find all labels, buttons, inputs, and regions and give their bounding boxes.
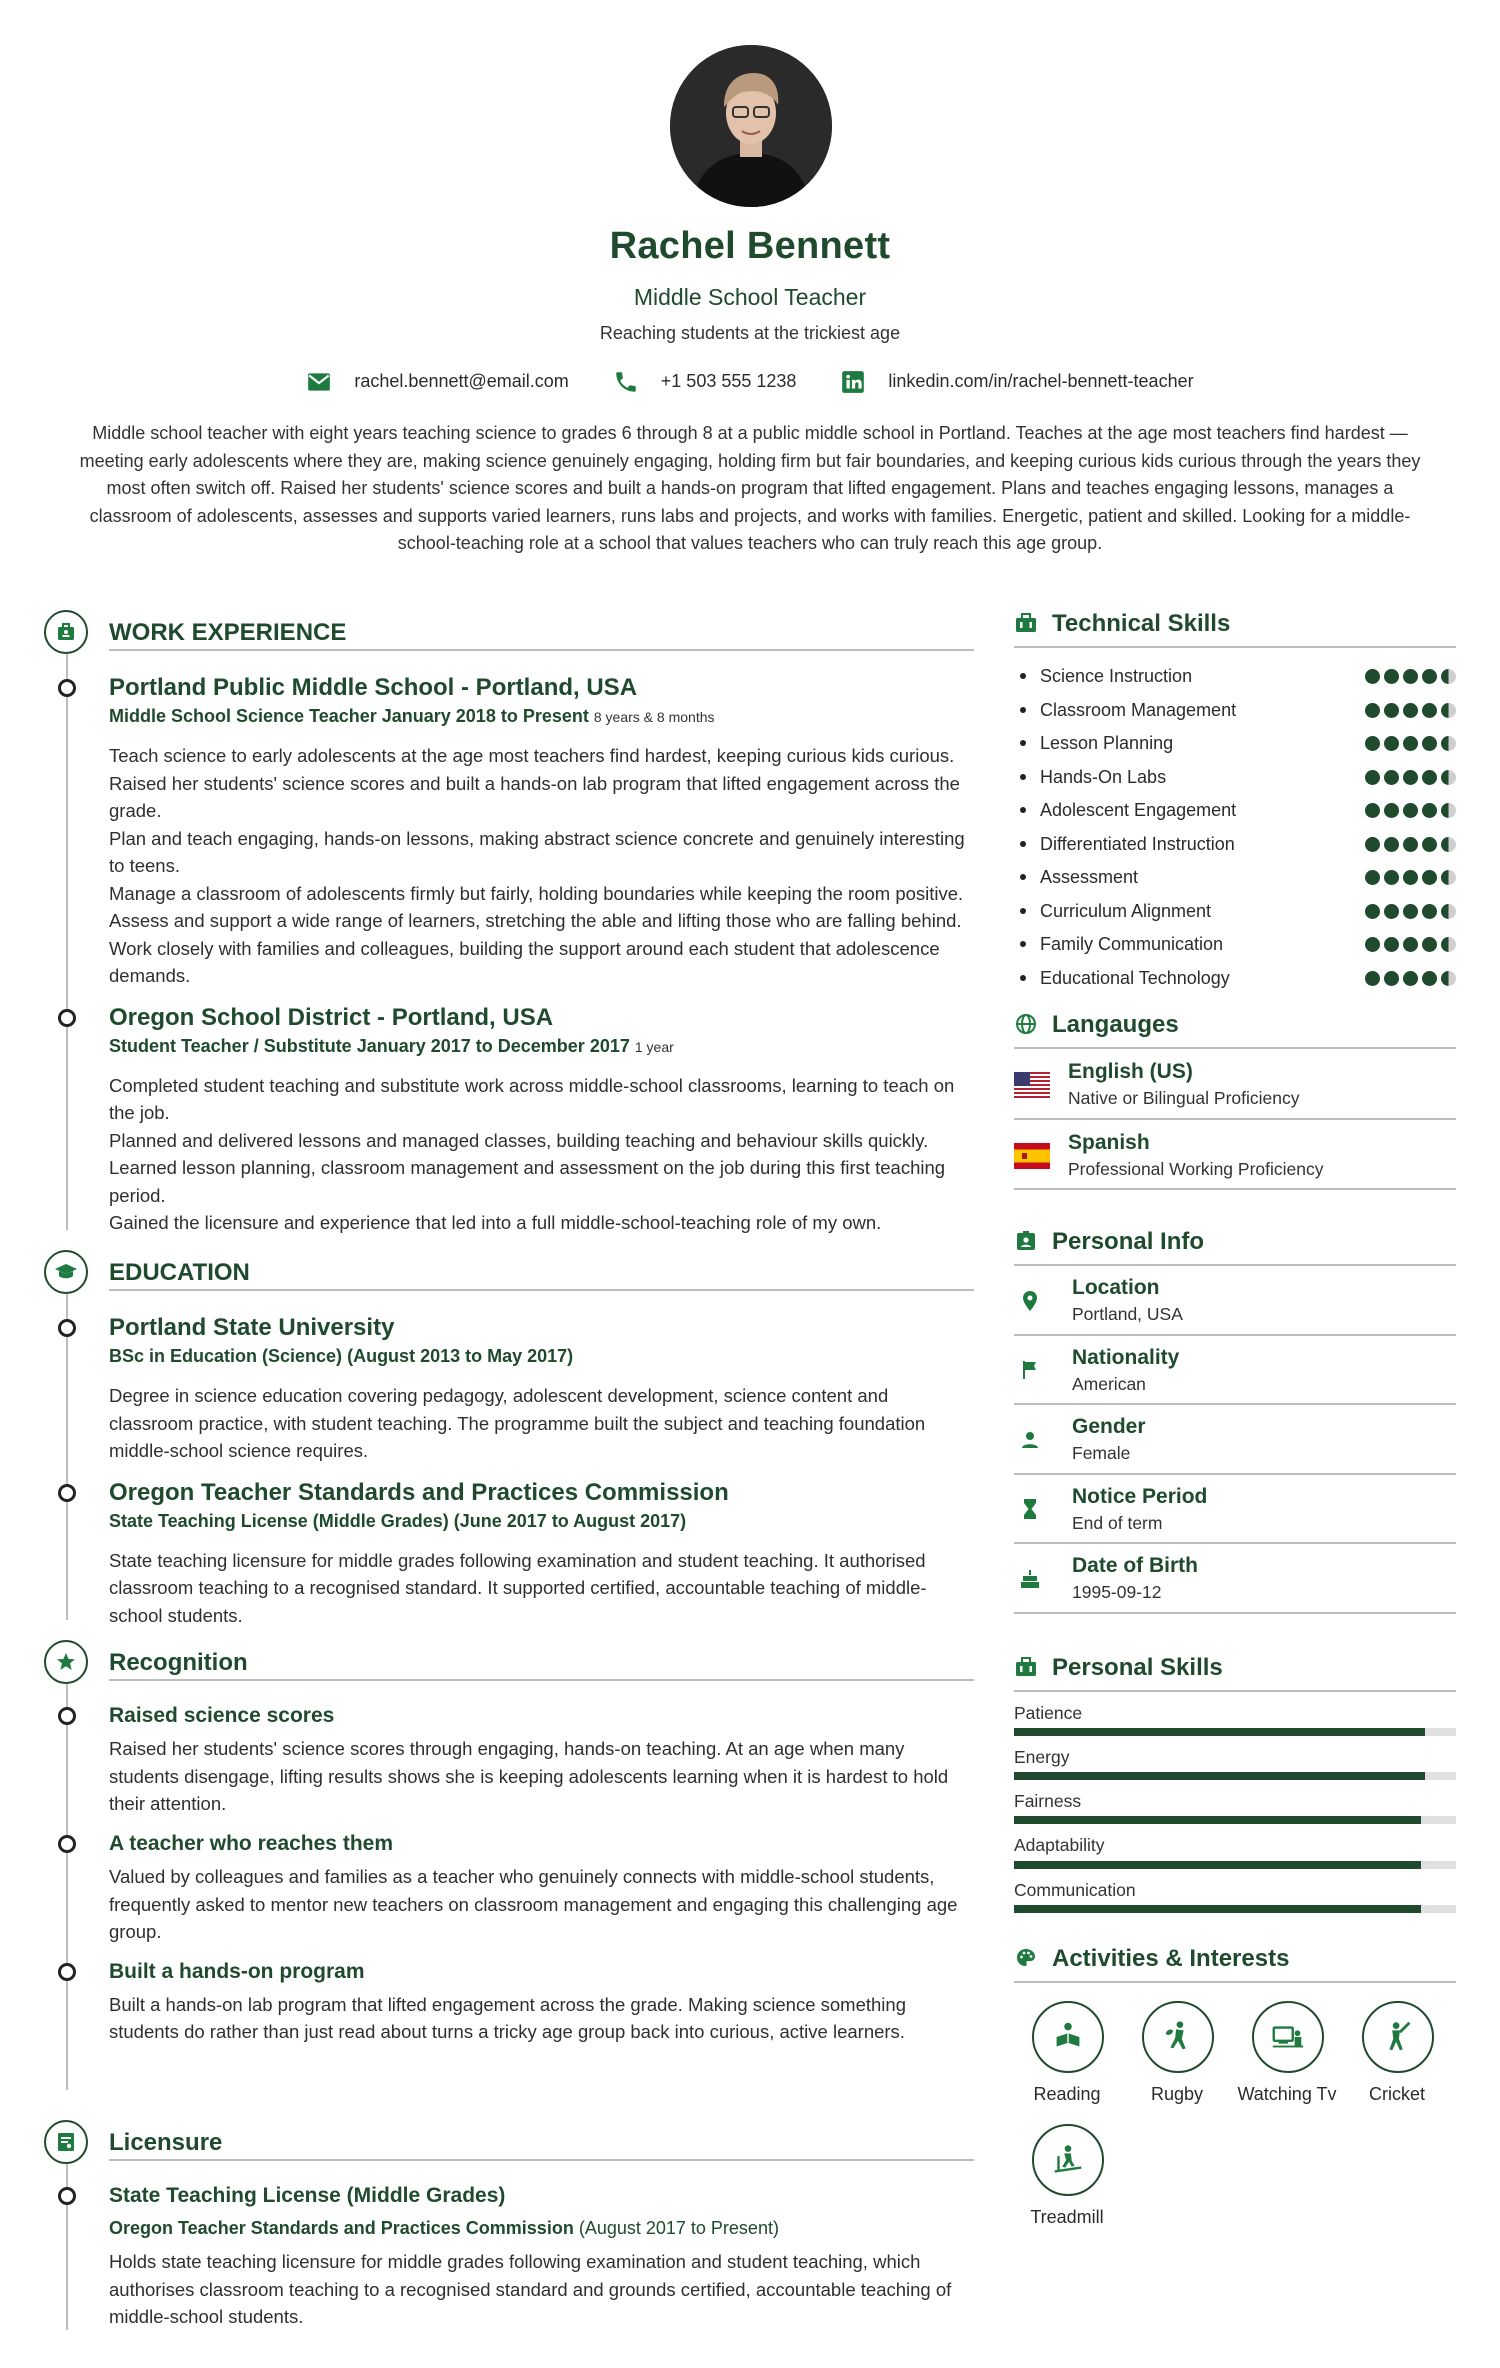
work-experience-section	[44, 610, 974, 1234]
technical-skills-header	[1014, 606, 1456, 648]
degree-text: BSc in Education (Science)	[109, 1346, 343, 1367]
language-item	[1014, 1120, 1456, 1191]
entry-description: Valued by colleagues and families as a teacher who genuinely connects with middle-school students, frequently asked to mentor new teachers on classroom management and engaging this challenging age group.	[109, 1866, 958, 1943]
section-title: Langauges	[1052, 1011, 1179, 1038]
interest-label: Treadmill	[1030, 2206, 1104, 2227]
personal-info-item	[1014, 1336, 1456, 1406]
info-label: Nationality	[1072, 1345, 1180, 1369]
skill-label: Assessment	[1014, 864, 1138, 891]
language-item	[1014, 1049, 1456, 1120]
timeline-dot	[58, 679, 76, 697]
rating-dot	[1384, 703, 1399, 718]
location-pin-icon	[1018, 1289, 1042, 1313]
linkedin-contact[interactable]	[840, 368, 1193, 395]
interest-item	[1142, 2001, 1212, 2108]
section-title: Recognition	[109, 1649, 248, 1676]
rating-dot	[1441, 837, 1456, 852]
personal-info-header	[1014, 1224, 1456, 1266]
toolbox-icon	[1014, 1655, 1038, 1679]
language-name: English (US)	[1068, 1060, 1193, 1083]
duration: 8 years & 8 months	[593, 709, 715, 726]
rating-dot	[1365, 703, 1380, 718]
rating-dot	[1403, 837, 1418, 852]
rating-dot	[1422, 837, 1437, 852]
technical-skills-list	[1014, 660, 1456, 995]
technical-skill-row	[1014, 828, 1456, 862]
us-flag-icon	[1014, 1072, 1050, 1098]
toolbox-icon	[1014, 611, 1038, 635]
skill-label: Differentiated Instruction	[1014, 831, 1235, 858]
licensure-entry	[44, 2182, 974, 2331]
entry-description	[109, 1072, 974, 1237]
rating-dot	[1403, 736, 1418, 751]
hourglass-icon	[1018, 1497, 1042, 1521]
briefcase-icon	[44, 610, 88, 654]
es-flag-icon	[1014, 1143, 1050, 1169]
rating-dot	[1365, 837, 1380, 852]
skill-label: Classroom Management	[1014, 697, 1236, 724]
technical-skill-row	[1014, 794, 1456, 828]
degree-text: State Teaching License (Middle Grades)	[109, 1510, 449, 1531]
skill-bar-fill	[1014, 1816, 1421, 1824]
dates-text: (June 2017 to August 2017)	[453, 1510, 687, 1531]
certificate-icon	[44, 2120, 88, 2164]
rugby-icon	[1159, 2018, 1197, 2056]
personal-info-item	[1014, 1475, 1456, 1545]
rating-dot	[1441, 736, 1456, 751]
linkedin-text[interactable]: linkedin.com/in/rachel-bennett-teacher	[888, 371, 1194, 391]
skill-bar-fill	[1014, 1772, 1425, 1780]
interest-item	[1032, 2124, 1102, 2231]
person-icon	[1018, 1428, 1042, 1452]
entry-description: Raised her students' science scores through engaging, hands-on teaching. At an age when many students disengage, lifting results shows she is keeping adolescents learning when it is hardest to hold their attention.	[109, 1738, 949, 1815]
email-contact[interactable]	[306, 368, 568, 395]
skill-rating	[1365, 669, 1456, 684]
language-level: Native or Bilingual Proficiency	[1068, 1088, 1300, 1109]
skill-bar-fill	[1014, 1861, 1421, 1869]
rating-dot	[1365, 669, 1380, 684]
technical-skill-row	[1014, 694, 1456, 728]
rating-dot	[1422, 770, 1437, 785]
rating-dot	[1365, 803, 1380, 818]
info-label: Notice Period	[1072, 1484, 1208, 1508]
linkedin-icon	[840, 369, 866, 395]
licensure-section	[44, 2120, 974, 2330]
entry-title: Raised science scores	[109, 1704, 335, 1727]
tv-icon	[1269, 2018, 1307, 2056]
reading-icon	[1049, 2018, 1087, 2056]
role-text: Student Teacher / Substitute January 2017 to December 2017	[109, 1035, 630, 1056]
section-rule	[109, 649, 974, 651]
rating-dot	[1422, 803, 1437, 818]
skill-label: Fairness	[1014, 1791, 1082, 1812]
interest-item	[1362, 2001, 1432, 2108]
education-entry	[44, 1477, 974, 1630]
skill-bar-fill	[1014, 1905, 1421, 1913]
description-line: Manage a classroom of adolescents firmly but fairly, holding boundaries while keeping the room positive.	[109, 882, 964, 904]
entry-description: State teaching licensure for middle grades following examination and student teaching. It authorised classroom teaching to a recognised standard. It supported certified, accountable teaching of middle-school students.	[109, 1549, 927, 1626]
skill-rating	[1365, 770, 1456, 785]
skill-rating	[1365, 870, 1456, 885]
personal-info-item	[1014, 1266, 1456, 1336]
entry-description	[109, 742, 974, 990]
entry-description: Holds state teaching licensure for middle grades following examination and student teaching, which authorises classroom teaching to a recognised standard and grounds certified, accountable teaching of middle-school students.	[109, 2251, 952, 2328]
timeline-dot	[58, 1707, 76, 1725]
dates-text: (August 2017 to Present)	[578, 2218, 779, 2239]
entry-title: Portland State University	[109, 1314, 395, 1341]
entry-title: Built a hands-on program	[109, 1959, 365, 1983]
personal-skill	[1014, 1788, 1456, 1824]
interests-list	[1014, 2001, 1456, 2231]
interest-label: Reading	[1033, 2083, 1101, 2104]
skill-label: Curriculum Alignment	[1014, 898, 1211, 925]
rating-dot	[1441, 937, 1456, 952]
timeline-dot	[58, 1963, 76, 1981]
skill-bar	[1014, 1861, 1456, 1869]
rating-dot	[1384, 669, 1399, 684]
skill-label: Communication	[1014, 1879, 1136, 1900]
personal-info-item	[1014, 1544, 1456, 1614]
issuer-text: Oregon Teacher Standards and Practices Commission	[109, 2218, 574, 2239]
languages-header	[1014, 1007, 1456, 1049]
rating-dot	[1384, 803, 1399, 818]
interest-label: Rugby	[1150, 2083, 1204, 2104]
treadmill-icon	[1049, 2141, 1087, 2179]
dates-text: (August 2013 to May 2017)	[347, 1346, 574, 1367]
rating-dot	[1441, 971, 1456, 986]
description-line: Raised her students' science scores and built a hands-on lab program that lifted engagement across the grade.	[109, 772, 960, 822]
language-name: Spanish	[1068, 1130, 1150, 1154]
personal-skills-header	[1014, 1650, 1456, 1692]
entry-description: Degree in science education covering pedagogy, adolescent development, science content and classroom practice, with student teaching. The programme built the subject and teaching foundation middle-school science requires.	[109, 1385, 926, 1462]
description-line: Work closely with families and colleagues, building the support around each student that adolescence demands.	[109, 937, 940, 987]
email-text[interactable]: rachel.bennett@email.com	[354, 371, 569, 391]
timeline-dot	[58, 1319, 76, 1337]
recognition-entry	[44, 1830, 974, 1946]
rating-dot	[1384, 837, 1399, 852]
rating-dot	[1403, 937, 1418, 952]
rating-dot	[1403, 669, 1418, 684]
skill-label: Energy	[1014, 1746, 1070, 1767]
work-entry	[44, 1002, 974, 1237]
skill-rating	[1365, 803, 1456, 818]
language-level: Professional Working Proficiency	[1068, 1158, 1324, 1179]
personal-skill	[1014, 1744, 1456, 1780]
rating-dot	[1403, 870, 1418, 885]
cricket-icon	[1379, 2018, 1417, 2056]
graduation-cap-icon	[44, 1250, 88, 1294]
skill-bar	[1014, 1772, 1456, 1780]
globe-icon	[1014, 1012, 1038, 1036]
section-title: EDUCATION	[109, 1259, 250, 1286]
skill-bar-fill	[1014, 1728, 1425, 1736]
skill-rating	[1365, 971, 1456, 986]
flag-icon	[1018, 1358, 1042, 1382]
entry-role	[109, 703, 974, 730]
id-badge-icon	[1014, 1229, 1038, 1253]
rating-dot	[1384, 937, 1399, 952]
skill-label: Adaptability	[1014, 1835, 1105, 1856]
info-value: Portland, USA	[1072, 1304, 1183, 1325]
rating-dot	[1422, 669, 1437, 684]
skill-rating	[1365, 837, 1456, 852]
skill-rating	[1365, 736, 1456, 751]
rating-dot	[1403, 703, 1418, 718]
section-header	[44, 610, 974, 654]
timeline-dot	[58, 1009, 76, 1027]
rating-dot	[1441, 770, 1456, 785]
contact-bar	[0, 368, 1500, 395]
section-header	[44, 2120, 974, 2164]
skill-rating	[1365, 904, 1456, 919]
palette-icon	[1014, 1946, 1038, 1970]
rating-dot	[1441, 669, 1456, 684]
personal-skill	[1014, 1700, 1456, 1736]
personal-info-item	[1014, 1405, 1456, 1475]
section-header	[44, 1640, 974, 1684]
section-title: WORK EXPERIENCE	[109, 619, 347, 646]
job-title: Middle School Teacher	[633, 284, 867, 310]
skill-label: Patience	[1014, 1702, 1083, 1723]
recognition-section	[44, 1640, 974, 2090]
rating-dot	[1441, 904, 1456, 919]
section-header	[44, 1250, 974, 1294]
tagline: Reaching students at the trickiest age	[599, 323, 901, 343]
main-column	[44, 610, 974, 2330]
rating-dot	[1365, 770, 1380, 785]
recognition-entry	[44, 1702, 974, 1818]
timeline-dot	[58, 1484, 76, 1502]
rating-dot	[1422, 937, 1437, 952]
rating-dot	[1403, 904, 1418, 919]
skill-bar	[1014, 1816, 1456, 1824]
entry-title: Oregon Teacher Standards and Practices Commission	[109, 1478, 729, 1506]
interest-item	[1237, 2001, 1337, 2108]
rating-dot	[1422, 736, 1437, 751]
entry-title: Oregon School District - Portland, USA	[109, 1003, 554, 1031]
info-label: Gender	[1072, 1415, 1146, 1439]
technical-skill-row	[1014, 895, 1456, 929]
section-title: Technical Skills	[1052, 610, 1231, 637]
section-title: Personal Skills	[1052, 1653, 1223, 1681]
rating-dot	[1365, 870, 1380, 885]
skill-label: Family Communication	[1014, 931, 1223, 958]
skill-bar	[1014, 1728, 1456, 1736]
personal-skill	[1014, 1877, 1456, 1913]
email-icon	[306, 369, 332, 395]
technical-skill-row	[1014, 660, 1456, 694]
entry-title: State Teaching License (Middle Grades)	[109, 2184, 506, 2207]
rating-dot	[1365, 736, 1380, 751]
skill-label: Hands-On Labs	[1014, 764, 1166, 791]
info-label: Location	[1072, 1276, 1160, 1299]
section-title: Personal Info	[1052, 1228, 1205, 1255]
entry-title: Portland Public Middle School - Portland, USA	[109, 674, 638, 701]
rating-dot	[1384, 736, 1399, 751]
description-line: Planned and delivered lessons and managed classes, building teaching and behaviour skills quickly.	[109, 1129, 929, 1151]
skill-rating	[1365, 703, 1456, 718]
info-value: American	[1072, 1373, 1146, 1394]
description-line: Teach science to early adolescents at the age most teachers find hardest, keeping curious kids curious.	[109, 745, 955, 767]
rating-dot	[1441, 803, 1456, 818]
interest-item	[1032, 2001, 1102, 2108]
info-label: Date of Birth	[1072, 1554, 1198, 1578]
rating-dot	[1422, 703, 1437, 718]
description-line: Learned lesson planning, classroom management and assessment on the job during this first teaching period.	[109, 1157, 946, 1206]
entry-issuer	[109, 2215, 974, 2242]
rating-dot	[1365, 937, 1380, 952]
info-value: Female	[1072, 1443, 1131, 1464]
phone-contact[interactable]	[613, 368, 797, 395]
rating-dot	[1384, 770, 1399, 785]
duration: 1 year	[634, 1038, 674, 1055]
technical-skill-row	[1014, 761, 1456, 795]
entry-role	[109, 1033, 974, 1060]
rating-dot	[1422, 870, 1437, 885]
role-text: Middle School Science Teacher January 2018 to Present	[109, 706, 589, 727]
description-line: Completed student teaching and substitute work across middle-school classrooms, learning to teach on the job.	[109, 1074, 955, 1124]
section-rule	[109, 1289, 974, 1291]
section-rule	[109, 2159, 974, 2161]
rating-dot	[1384, 870, 1399, 885]
work-entry	[44, 672, 974, 990]
personal-skills-list	[1014, 1700, 1456, 1913]
technical-skill-row	[1014, 727, 1456, 761]
skill-label: Lesson Planning	[1014, 730, 1173, 757]
timeline-dot	[58, 2187, 76, 2205]
personal-skill	[1014, 1832, 1456, 1868]
technical-skill-row	[1014, 928, 1456, 962]
skill-bar	[1014, 1905, 1456, 1913]
timeline-dot	[58, 1835, 76, 1853]
rating-dot	[1441, 870, 1456, 885]
interests-header	[1014, 1941, 1456, 1983]
rating-dot	[1384, 971, 1399, 986]
rating-dot	[1422, 904, 1437, 919]
rating-dot	[1403, 770, 1418, 785]
description-line: Gained the licensure and experience that led into a full middle-school-teaching role of my own.	[109, 1212, 882, 1234]
rating-dot	[1403, 803, 1418, 818]
recognition-entry	[44, 1958, 974, 2046]
technical-skill-row	[1014, 861, 1456, 895]
rating-dot	[1365, 971, 1380, 986]
skill-rating	[1365, 937, 1456, 952]
avatar	[670, 45, 832, 207]
rating-dot	[1441, 703, 1456, 718]
entry-description: Built a hands-on lab program that lifted engagement across the grade. Making science something students do rather than just read about turns a tricky age group back into curious, active learners.	[109, 1993, 906, 2043]
description-line: Assess and support a wide range of learners, stretching the able and lifting those who are falling behind.	[109, 910, 962, 932]
entry-degree	[109, 1343, 974, 1370]
skill-label: Adolescent Engagement	[1014, 797, 1236, 824]
profile-summary: Middle school teacher with eight years teaching science to grades 6 through 8 at a public middle school in Portland. Teaches at the age most teachers find hardest — meeting early adolescents where they are, making science genuinely engaging, holding firm but fair boundaries, and keeping curious kids curious through the years they most often switch off. Raised her students' science scores and built a hands-on program that lifted engagement. Plans and teaches engaging lessons, manages a classroom of adolescents, assesses and supports varied learners, runs labs and projects, and works with families. Energetic, patient and skilled. Looking for a middle-school-teaching role at a school that values teachers who can truly reach this age group.	[79, 423, 1421, 553]
education-entry	[44, 1312, 974, 1465]
skill-label: Science Instruction	[1014, 663, 1192, 690]
section-rule	[109, 1679, 974, 1681]
rating-dot	[1422, 971, 1437, 986]
candidate-name: Rachel Bennett	[609, 225, 891, 267]
phone-icon	[613, 369, 639, 395]
skill-label: Educational Technology	[1014, 965, 1230, 992]
award-star-icon	[44, 1640, 88, 1684]
info-value: End of term	[1072, 1512, 1163, 1533]
entry-title: A teacher who reaches them	[109, 1831, 393, 1855]
technical-skill-row	[1014, 962, 1456, 996]
rating-dot	[1384, 904, 1399, 919]
info-value: 1995-09-12	[1072, 1582, 1162, 1603]
section-title: Licensure	[109, 2129, 223, 2156]
cake-icon	[1018, 1567, 1042, 1591]
phone-text[interactable]: +1 503 555 1238	[660, 371, 797, 391]
description-line: Plan and teach engaging, hands-on lessons, making abstract science concrete and genuinely interesting to teens.	[109, 827, 965, 877]
interest-label: Cricket	[1368, 2083, 1425, 2104]
sidebar-column	[1014, 606, 1456, 2231]
interest-label: Watching Tv	[1237, 2083, 1337, 2104]
rating-dot	[1403, 971, 1418, 986]
education-section	[44, 1250, 974, 1626]
rating-dot	[1365, 904, 1380, 919]
entry-degree	[109, 1508, 974, 1535]
section-title: Activities & Interests	[1052, 1944, 1290, 1972]
